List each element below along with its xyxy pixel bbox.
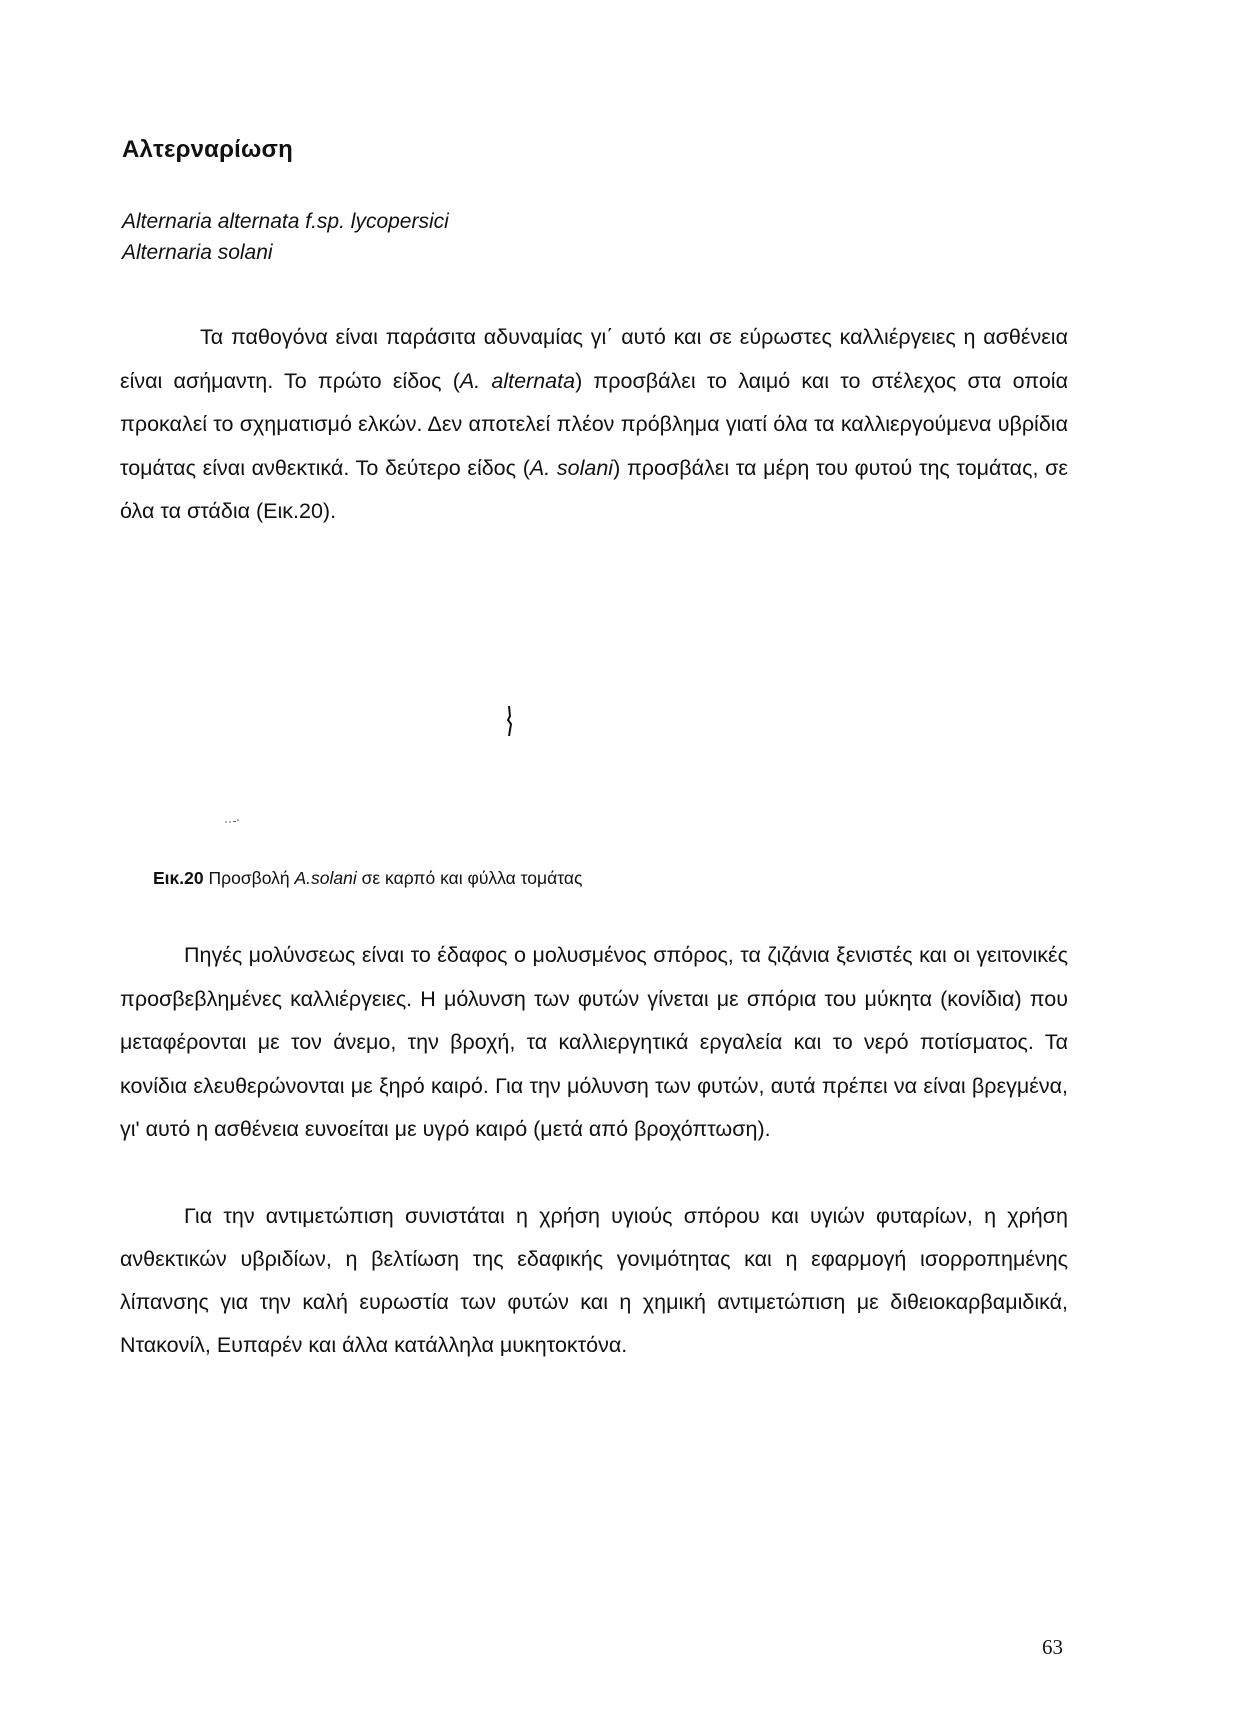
paragraph-pathogens — [120, 316, 1068, 534]
figure-remnant-specks — [224, 818, 240, 824]
species-list — [122, 206, 449, 268]
paragraph-text: ) προσβάλει το λαιμό και το στέλεχος στα οποία προκαλεί το σχηματισμό ελκών. Δεν αποτελεί πλέον πρόβλημα γιατί όλα τα καλλιεργούμενα υβρίδια τομάτας είναι ανθεκτικά. Το δεύτερο είδος ( — [120, 368, 1068, 480]
paragraph-infection-sources: Πηγές μολύνσεως είναι το έδαφος ο μολυσμένος σπόρος, τα ζιζάνια ξενιστές και οι γειτονικές προσβεβλημένες καλλιέργειες. Η μόλυνση των φυτών γίνεται με σπόρια του μύκητα (κονίδια) που μεταφέρονται με τον άνεμο, την βροχή, τα καλλιεργητικά εργαλεία και το νερό ποτίσματος. Τα κονίδια ελευθερώνονται με ξηρό καιρό. Για την μόλυνση των φυτών, αυτά πρέπει να είναι βρεγμένα, γι' αυτό η ασθένεια ευνοείται με υγρό καιρό (μετά από βροχόπτωση). — [120, 943, 1068, 1141]
figure-caption — [153, 868, 582, 889]
section-heading: Αλτερναρίωση — [122, 136, 293, 163]
page-number: 63 — [1042, 1635, 1063, 1659]
species-italic: A. solani — [529, 455, 614, 480]
paragraph-control: Για την αντιμετώπιση συνιστάται η χρήση υγιούς σπόρου και υγιών φυταρίων, η χρήση ανθεκτικών υβριδίων, η βελτίωση της εδαφικής γονιμότητας και η εφαρμογή ισορροπημένης λίπανσης για την καλή ευρωστία των φυτών και η χημική αντιμετώπιση με διθειοκαρβαμιδικά, Ντακονίλ, Ευπαρέν και άλλα κατάλληλα μυκητοκτόνα. — [120, 1204, 1068, 1357]
species-name: Alternaria solani — [122, 241, 273, 264]
caption-text: Προσβολή — [208, 868, 290, 888]
figure-number: Εικ.20 — [153, 868, 204, 888]
species-italic: A. alternata — [459, 368, 576, 393]
caption-text: σε καρπό και φύλλα τομάτας — [361, 868, 583, 888]
species-name: Alternaria alternata f.sp. lycopersici — [122, 210, 449, 233]
caption-species: A.solani — [294, 868, 357, 888]
paragraph-text: Τα παθογόνα είναι παράσιτα αδυναμίας γι΄ αυτό και σε εύρωστες καλλιέργειες η ασθένεια είναι ασήμαντη. Το πρώτο είδος ( — [120, 325, 1068, 393]
paragraph-text: ) προσβάλει τα μέρη του φυτού της τομάτας, σε όλα τα στάδια (Εικ.20). — [120, 455, 1068, 523]
figure-remnant-mark — [507, 706, 512, 736]
